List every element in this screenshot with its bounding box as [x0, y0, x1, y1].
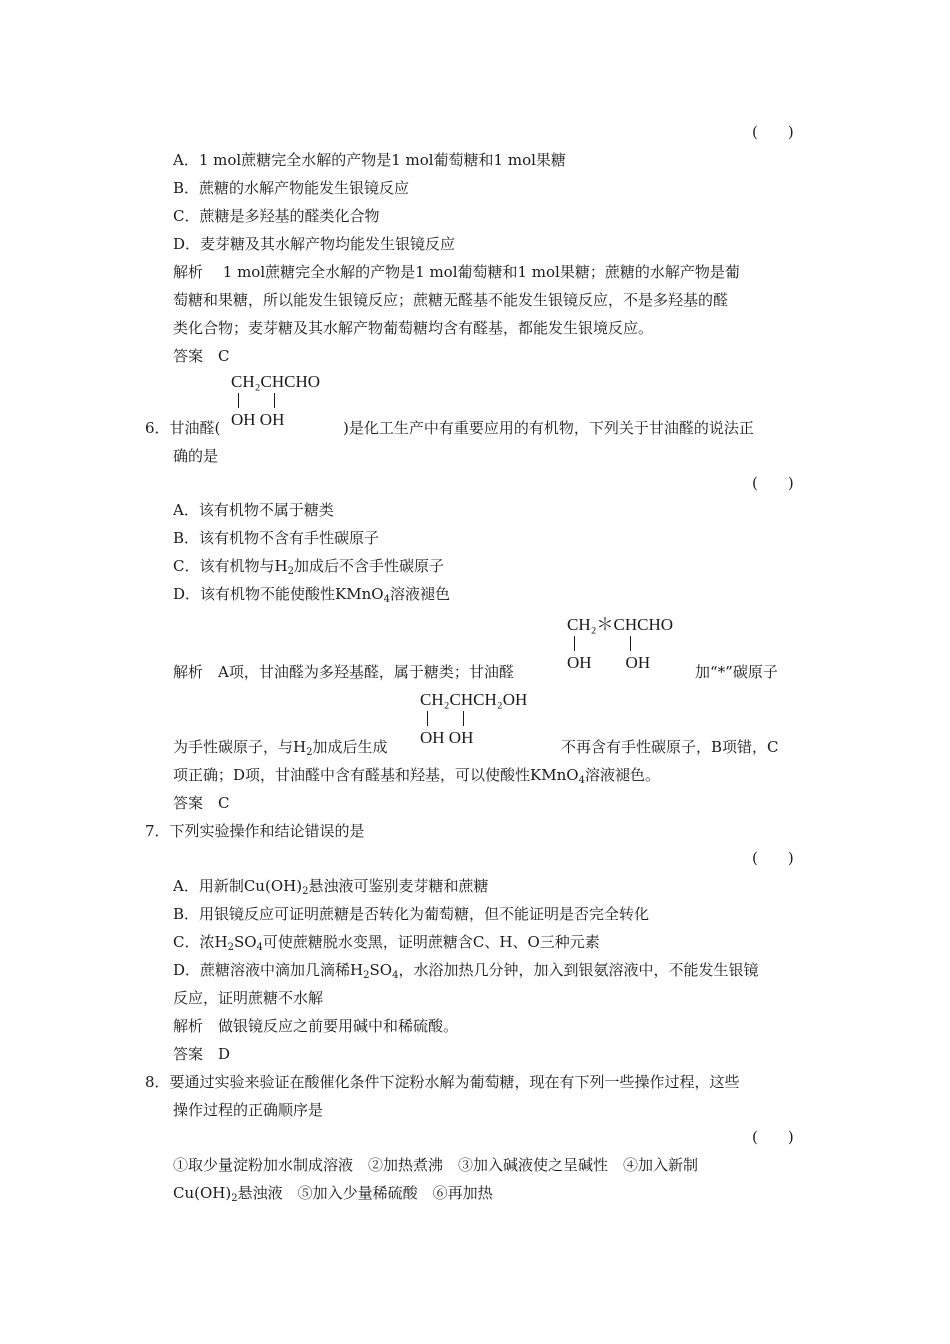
option-d-text: 溶液褪色	[389, 585, 450, 603]
option-d-text: SO	[369, 961, 393, 979]
question-stem: )是化工生产中有重要应用的有机物，下列关于甘油醛的说法正	[343, 419, 754, 437]
analysis-text: 解析 A项，甘油醛为多羟基醛，属于糖类；甘油醛	[173, 663, 514, 681]
procedure-steps-part: 悬浊液 ⑤加入少量稀硫酸 ⑥再加热	[237, 1184, 493, 1202]
option-c-text: C．浓H	[173, 933, 228, 951]
option-b: B．用银镜反应可证明蔗糖是否转化为葡萄糖，但不能证明是否完全转化	[173, 905, 650, 923]
option-d	[173, 960, 758, 986]
option-d-text: D．蔗糖溶液中滴加几滴稀H	[173, 961, 364, 979]
option-a-text: 悬浊液可鉴别麦芽糖和蔗糖	[308, 877, 489, 895]
question-stem: 6．甘油醛(	[145, 419, 221, 437]
question-stem: 确的是	[173, 447, 219, 465]
answer-text: 答案 C	[173, 347, 230, 365]
option-a	[173, 876, 488, 902]
answer-text: 答案 C	[173, 794, 230, 812]
chiral-formula: CH₂＊CHCHO	[567, 615, 674, 634]
glyceraldehyde-formula: CH₂CHCHO	[231, 372, 321, 391]
answer-blank: ( )	[752, 474, 794, 492]
option-c: C．蔗糖是多羟基的醛类化合物	[173, 207, 380, 225]
question-stem: 8．要通过实验来验证在酸催化条件下淀粉水解为葡萄糖，现在有下列一些操作过程，这些	[145, 1073, 740, 1091]
option-d-continued: 反应，证明蔗糖不水解	[173, 989, 324, 1007]
subscript: 4	[383, 594, 390, 605]
bond-line	[238, 393, 239, 408]
option-d: D．麦芽糖及其水解产物均能发生银镜反应	[173, 235, 456, 253]
question-stem: 操作过程的正确顺序是	[173, 1101, 324, 1119]
procedure-steps-part: Cu(OH)	[173, 1184, 232, 1202]
option-c-text: SO	[233, 933, 257, 951]
analysis-text-part: 加成后生成	[312, 738, 388, 756]
subscript: 4	[392, 970, 399, 981]
answer-blank: ( )	[752, 849, 794, 867]
option-c-text: 可使蔗糖脱水变黑，证明蔗糖含C、H、O三种元素	[262, 933, 600, 951]
option-a-text: A．用新制Cu(OH)	[173, 877, 303, 895]
subscript: 2	[287, 566, 294, 577]
reduced-product-formula: CH₂CHCH₂OH	[420, 690, 528, 709]
bond-line	[630, 636, 631, 651]
bond-line	[574, 636, 575, 651]
bond-line	[274, 393, 275, 408]
chiral-formula-oh-groups: OH OH	[567, 653, 651, 672]
analysis-text: 萄糖和果糖，所以能发生银镜反应；蔗糖无醛基不能发生银镜反应，不是多羟基的醛	[173, 291, 729, 309]
glyceraldehyde-oh-groups: OH OH	[231, 410, 285, 429]
subscript: 2	[231, 1193, 238, 1204]
option-c-text: 加成后不含手性碳原子	[293, 557, 444, 575]
procedure-steps	[173, 1183, 493, 1209]
analysis-text-part: 项正确；D项，甘油醛中含有醛基和羟基，可以使酸性KMnO	[173, 766, 579, 784]
option-a: A．该有机物不属于糖类	[173, 501, 334, 519]
option-b: B．蔗糖的水解产物能发生银镜反应	[173, 179, 410, 197]
subscript: 2	[302, 886, 309, 897]
answer-text: 答案 D	[173, 1045, 231, 1063]
option-d	[173, 584, 450, 610]
analysis-text: 解析 1 mol蔗糖完全水解的产物是1 mol葡萄糖和1 mol果糖；蔗糖的水解产物是葡	[173, 263, 740, 281]
reduced-product-oh-groups: OH OH	[420, 728, 474, 747]
subscript: 2	[306, 747, 313, 758]
analysis-text: 类化合物；麦芽糖及其水解产物葡萄糖均含有醛基，都能发生银境反应。	[173, 319, 654, 337]
answer-blank: ( )	[752, 123, 794, 141]
option-d-text: ，水浴加热几分钟，加入到银氨溶液中，不能发生银镜	[398, 961, 759, 979]
subscript: 2	[227, 942, 234, 953]
subscript: 4	[256, 942, 263, 953]
option-c-text: C．该有机物与H	[173, 557, 288, 575]
bond-line	[463, 711, 464, 726]
option-d-text: D．该有机物不能使酸性KMnO	[173, 585, 384, 603]
subscript: 2	[363, 970, 370, 981]
analysis-text: 不再含有手性碳原子，B项错，C	[561, 738, 779, 756]
option-c	[173, 932, 600, 958]
option-c	[173, 556, 444, 582]
option-a: A．1 mol蔗糖完全水解的产物是1 mol葡萄糖和1 mol果糖	[173, 151, 566, 169]
option-b: B．该有机物不含有手性碳原子	[173, 529, 380, 547]
subscript: 4	[578, 775, 585, 786]
bond-line	[427, 711, 428, 726]
analysis-text: 解析 做银镜反应之前要用碱中和稀硫酸。	[173, 1017, 459, 1035]
answer-blank: ( )	[752, 1128, 794, 1146]
analysis-text	[173, 765, 660, 791]
analysis-text: 加“*”碳原子	[695, 663, 778, 681]
procedure-steps: ①取少量淀粉加水制成溶液 ②加热煮沸 ③加入碱液使之呈碱性 ④加入新制	[173, 1156, 699, 1174]
analysis-text-part: 为手性碳原子，与H	[173, 738, 307, 756]
question-stem: 7．下列实验操作和结论错误的是	[145, 822, 365, 840]
analysis-text-part: 溶液褪色。	[584, 766, 660, 784]
analysis-text	[173, 737, 387, 763]
